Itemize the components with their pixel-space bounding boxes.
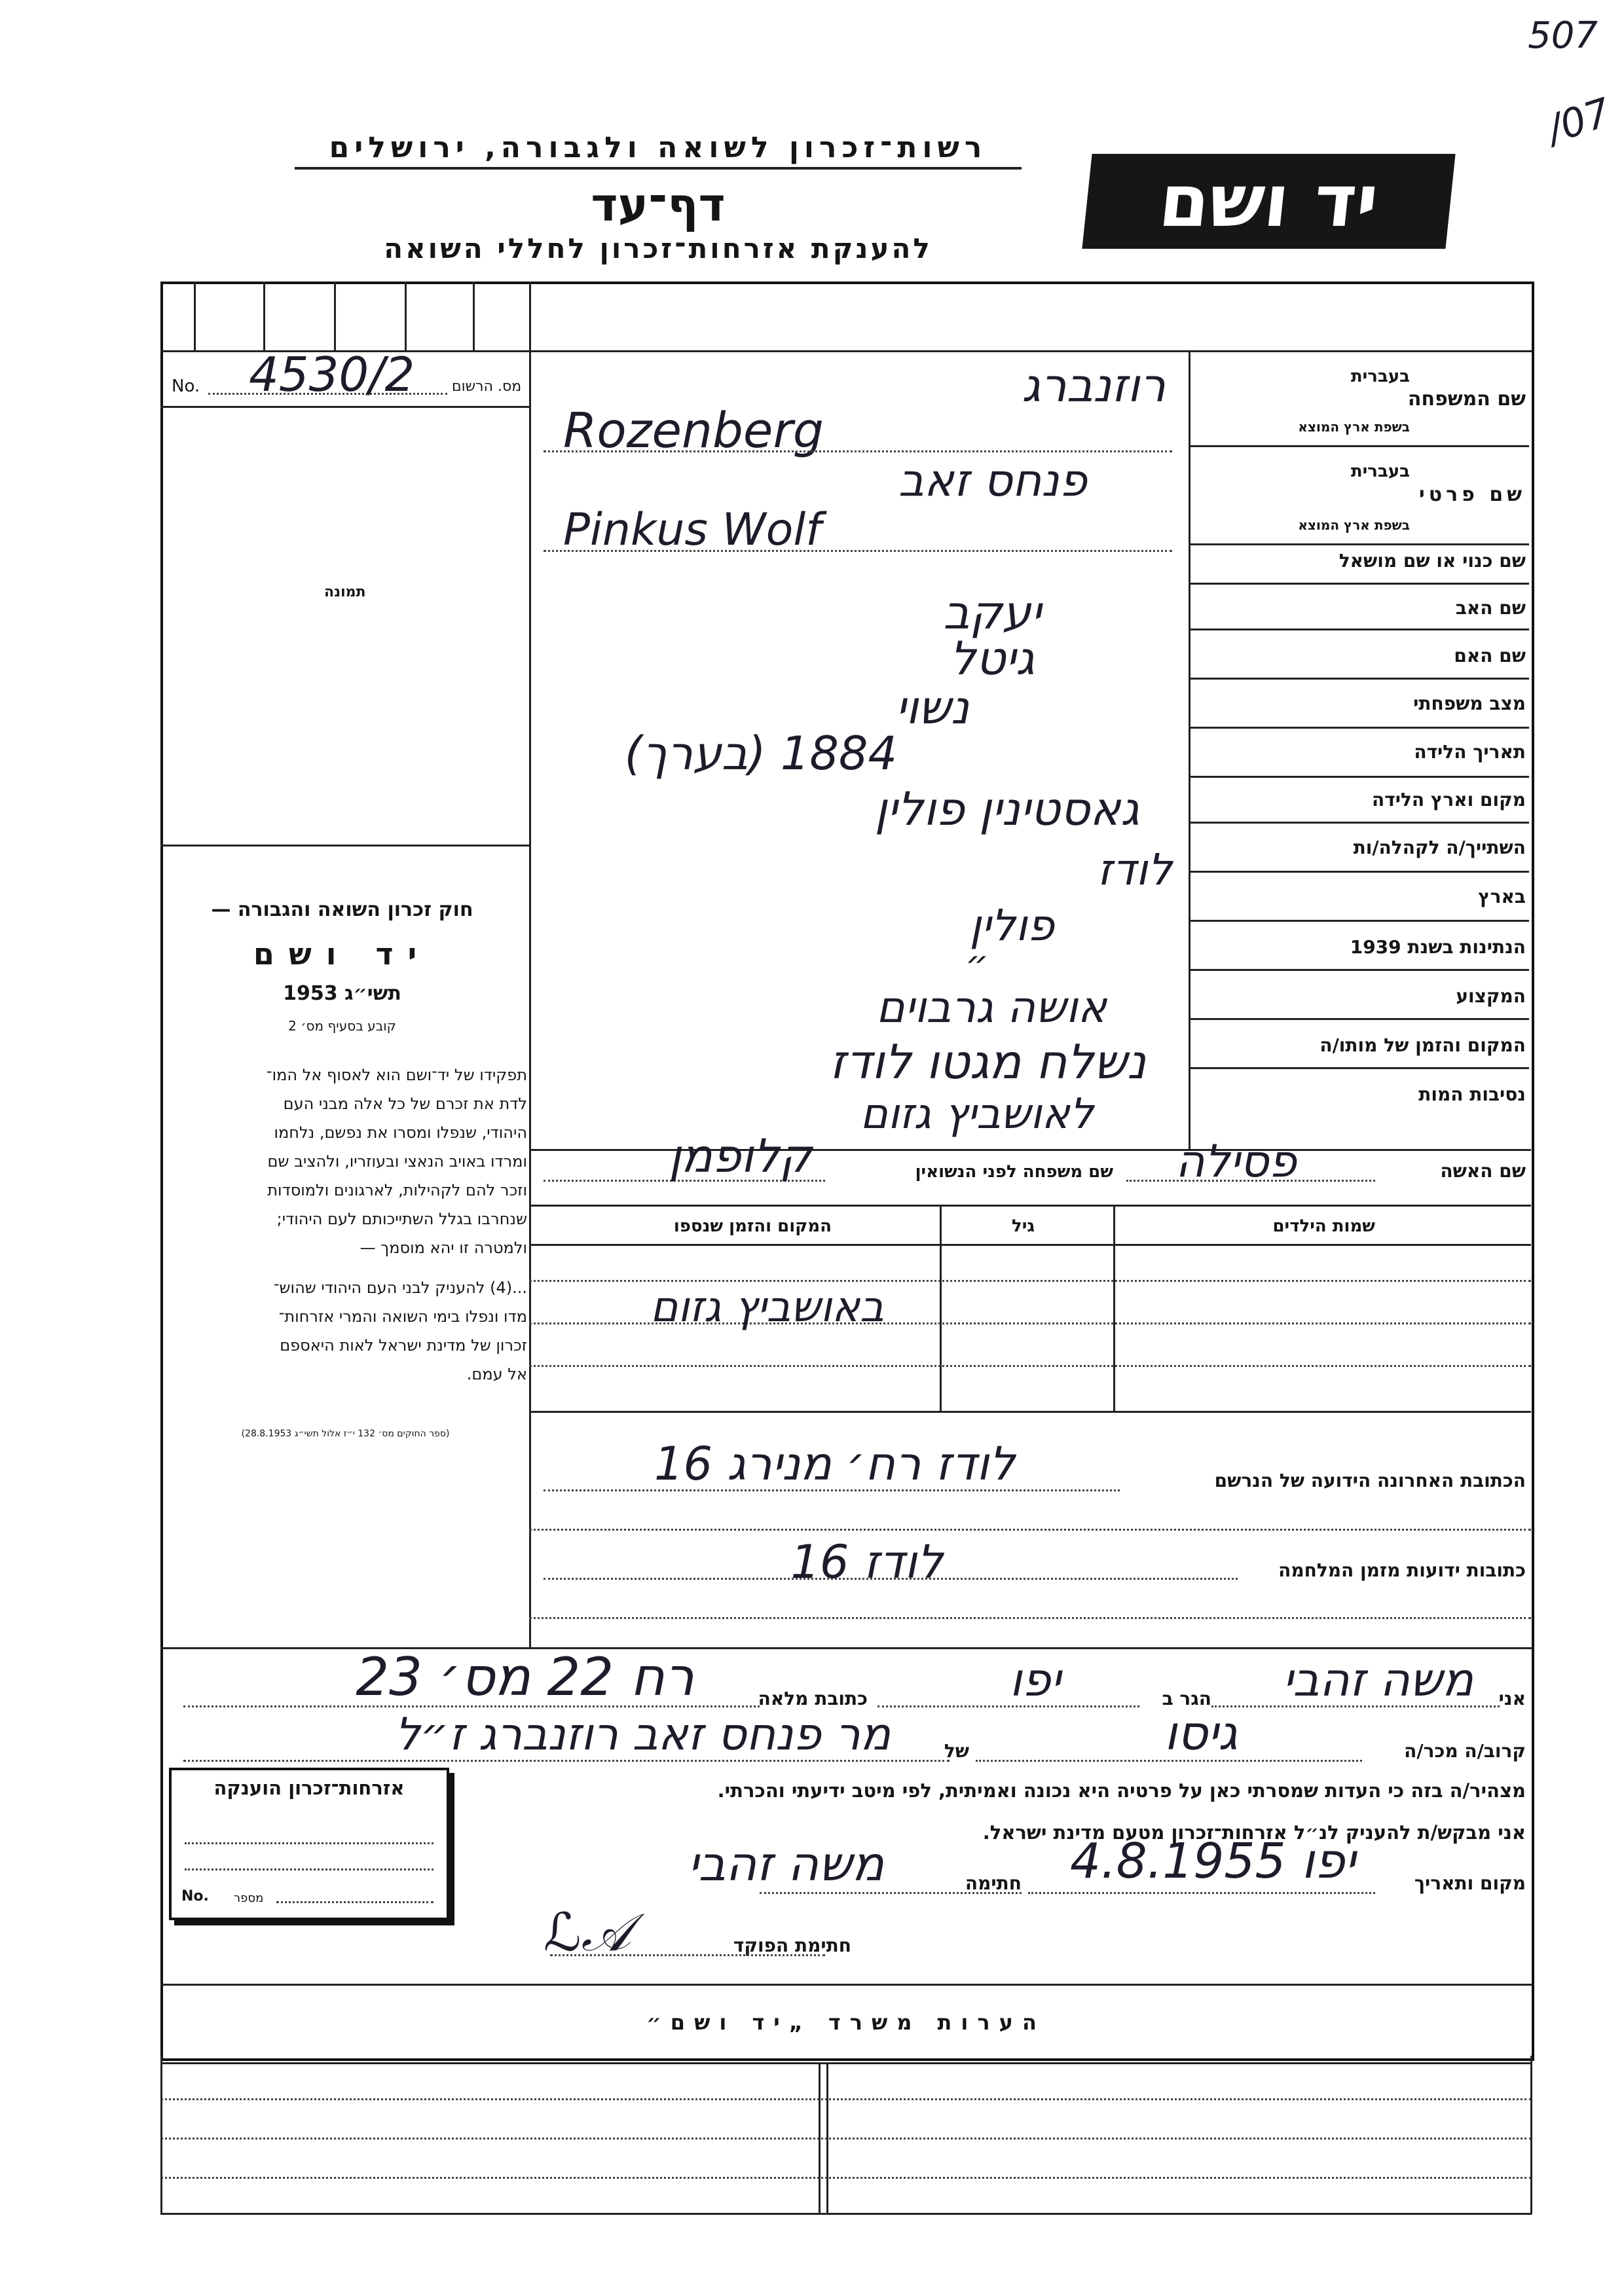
top-strip-divider bbox=[334, 282, 336, 350]
family-name-dots bbox=[544, 450, 1172, 452]
law-paragraph-1 bbox=[164, 1061, 527, 1262]
remarks-bottom-line bbox=[160, 2213, 1532, 2215]
signature-label: חתימה bbox=[965, 1872, 1022, 1894]
label-column-divider bbox=[1189, 350, 1190, 1149]
children-bottom-line bbox=[529, 1411, 1531, 1413]
father-label: שם האב bbox=[1455, 597, 1526, 619]
officer-signature: ℒ𝒜 bbox=[544, 1902, 631, 1963]
family-name-origin-label: בשפת ארץ המוצא bbox=[1298, 419, 1410, 435]
children-header-line bbox=[529, 1244, 1531, 1246]
children-names-header: שמות הילדים bbox=[1272, 1216, 1375, 1236]
relative-label: קרוב/ה מכר/ה bbox=[1404, 1740, 1526, 1762]
remarks-top-line bbox=[160, 1984, 1532, 1986]
row-line bbox=[1189, 920, 1529, 922]
country-value: פולין bbox=[969, 900, 1054, 951]
nickname-label: שם כנוי או שם מושאל bbox=[1338, 550, 1526, 572]
first-name-dots bbox=[544, 550, 1172, 552]
declarant-city-dots bbox=[877, 1705, 1139, 1707]
remarks-left-edge bbox=[160, 2056, 162, 2214]
last-address-label: הכתובת האחרונה הידועה של הנרשם bbox=[1214, 1470, 1526, 1491]
authority-title: רשות־זכרון לשואה ולגבורה, ירושלים bbox=[295, 131, 1022, 170]
law-line: זכרון של מדינת ישראל לאות היאספם bbox=[280, 1336, 527, 1355]
declarant-i-label: אני bbox=[1498, 1688, 1526, 1709]
death-cause-label: נסיבות המות bbox=[1418, 1084, 1526, 1105]
war-address-value: לודז 16 bbox=[790, 1535, 943, 1589]
law-line: ולמטרה זו יהא מוסמך — bbox=[360, 1239, 527, 1257]
profession-value: אושה גרבוים bbox=[876, 982, 1107, 1032]
declarant-address: רח 22 מס׳ 23 bbox=[356, 1647, 694, 1707]
relative-value: גיסו bbox=[1164, 1705, 1238, 1760]
children-row-line bbox=[529, 1280, 1531, 1282]
top-strip-divider bbox=[263, 282, 265, 350]
law-paragraph-2 bbox=[164, 1273, 527, 1389]
children-col-divider bbox=[1113, 1205, 1115, 1411]
children-age-header: גיל bbox=[1011, 1216, 1035, 1236]
citizenship-value: ״ bbox=[965, 943, 989, 985]
place-date-value: יפו 4.8.1955 bbox=[1070, 1833, 1356, 1889]
request-text: אני מבקש/ת להעניק לנ״ל אזרחות־זכרון מטעם מדינת ישראל. bbox=[982, 1821, 1526, 1844]
first-name-origin-label: בשפת ארץ המוצא bbox=[1298, 517, 1410, 533]
law-title: חוק זכרון השואה והגבורה — bbox=[211, 898, 473, 921]
citizenship-box-number-dots bbox=[276, 1901, 434, 1903]
citizenship-box-line bbox=[185, 1842, 434, 1844]
row-line bbox=[1189, 543, 1529, 545]
law-clause: קובע בסעיף מס׳ 2 bbox=[288, 1018, 396, 1034]
death-place-value: נשלח מגטו לודז bbox=[829, 1034, 1146, 1089]
top-strip-divider bbox=[194, 282, 196, 350]
remarks-title: הערות משרד „יד ושם״ bbox=[646, 2010, 1046, 2035]
children-row-line bbox=[529, 1365, 1531, 1367]
address-extra-line bbox=[529, 1529, 1531, 1531]
birth-place-label: מקום וארץ הלידה bbox=[1372, 789, 1526, 811]
of-value: מר פנחס זאב רוזנברג ז״ל bbox=[395, 1709, 891, 1760]
law-line: מדו ונפלו בימי השואה והמרי אזרחות־ bbox=[278, 1307, 527, 1326]
row-line bbox=[1189, 969, 1529, 971]
birth-date-label: תאריך הלידה bbox=[1414, 741, 1526, 763]
citizenship-box-no-label: No. bbox=[181, 1888, 209, 1904]
photo-label: תמונה bbox=[324, 584, 366, 600]
child-place-value: באושביץ גזום bbox=[650, 1283, 884, 1332]
wife-bottom-line bbox=[529, 1205, 1531, 1207]
wife-label: שם האשה bbox=[1440, 1160, 1526, 1182]
registration-label: מס. הרשום bbox=[452, 378, 522, 395]
marital-label: מצב משפחתי bbox=[1413, 693, 1526, 714]
first-name-hebrew-value: פנחס זאב bbox=[898, 455, 1087, 507]
law-line: תפקידו של יד־ושם הוא לאסוף אל המו־ bbox=[266, 1066, 527, 1084]
row-line bbox=[1189, 583, 1529, 585]
place-date-label: מקום ותאריך bbox=[1414, 1872, 1526, 1894]
citizenship-box-line bbox=[185, 1868, 434, 1870]
law-line: אל עמם. bbox=[466, 1365, 527, 1383]
father-value: יעקב bbox=[943, 586, 1041, 640]
community-value: לודז bbox=[1097, 845, 1172, 895]
law-line: וזכר להם לקהילות, לארגונים ולמוסדות bbox=[267, 1181, 527, 1199]
first-name-label: שם פרטי bbox=[1418, 483, 1526, 506]
law-year: תשי״ג 1953 bbox=[283, 982, 401, 1005]
death-cause-value: לאושביץ גזום bbox=[860, 1090, 1094, 1139]
country-label: בארץ bbox=[1478, 886, 1526, 907]
row-line bbox=[1189, 678, 1529, 680]
family-name-hebrew-label: בעברית bbox=[1350, 367, 1410, 386]
mother-label: שם האם bbox=[1454, 645, 1526, 666]
first-name-hebrew-label: בעברית bbox=[1350, 462, 1410, 481]
declaration-text: מצהיר/ה בזה כי העדות שמסרתי כאן על פרטיה היא נכונה ואמיתית, לפי מיטב ידיעתי והכרתי. bbox=[717, 1779, 1526, 1802]
citizenship-label: הנתינות בשנת 1939 bbox=[1350, 936, 1526, 958]
row-line bbox=[1189, 822, 1529, 824]
war-address-label: כתובות ידועות מזמן המלחמה bbox=[1278, 1559, 1526, 1581]
wife-maiden-value: קלופמן bbox=[669, 1129, 812, 1183]
top-strip-divider bbox=[405, 282, 407, 350]
community-label: השתייך/ה לקהלה/ות bbox=[1353, 837, 1526, 858]
row-line bbox=[1189, 776, 1529, 778]
signature-dots bbox=[760, 1892, 1022, 1894]
of-label: של bbox=[944, 1740, 969, 1762]
row-line bbox=[1189, 629, 1529, 630]
mother-value: גיטל bbox=[950, 632, 1035, 685]
row-line bbox=[1189, 1067, 1529, 1069]
declarant-signature: משה זהבי bbox=[688, 1836, 884, 1891]
photo-top-line bbox=[160, 406, 530, 408]
birth-place-value: גאסטינין פולין bbox=[874, 782, 1139, 836]
remarks-line bbox=[160, 2098, 1532, 2100]
page-subtitle: להענקת אזרחות־זכרון לחללי השואה bbox=[384, 232, 932, 264]
registration-no-label: No. bbox=[172, 376, 200, 396]
corner-mark: /07 bbox=[1541, 89, 1617, 153]
row-line bbox=[1189, 1018, 1529, 1020]
remarks-right-edge bbox=[1530, 2056, 1532, 2214]
logo-text: יד ושם bbox=[1155, 159, 1382, 243]
last-address-value: לודז רח׳ מנירג 16 bbox=[654, 1437, 1015, 1491]
law-reference: (ספר החוקים מס׳ 132 י״ז אלול תשי״ג 28.8.1953) bbox=[241, 1429, 450, 1439]
law-line: שנחרבו בגלל השתייכותם לעם היהודי; bbox=[276, 1210, 527, 1228]
officer-dots bbox=[550, 1954, 825, 1956]
marital-value: נשוי bbox=[895, 681, 969, 735]
children-place-header: המקום והזמן שנספו bbox=[673, 1216, 832, 1236]
law-line: ומרדו באויב הנאצי ובעוזריו, ולהציב שם bbox=[267, 1152, 527, 1171]
remarks-line bbox=[160, 2177, 1532, 2179]
photo-bottom-line bbox=[160, 845, 530, 847]
row-line bbox=[1189, 445, 1529, 447]
registration-number: 4530/2 bbox=[249, 347, 415, 402]
officer-signature-label: חתימת הפוקד bbox=[733, 1935, 851, 1956]
profession-label: המקצוע bbox=[1456, 985, 1526, 1007]
law-name: יד ושם bbox=[253, 936, 432, 972]
remarks-header-line bbox=[160, 2062, 1532, 2064]
children-col-divider bbox=[940, 1205, 942, 1411]
birth-date-value: 1884 (בערך) bbox=[624, 727, 897, 780]
declarant-address-label: כתובת מלאה bbox=[758, 1688, 868, 1709]
left-column-divider bbox=[529, 282, 531, 1647]
declarant-city: יפו bbox=[1009, 1653, 1061, 1707]
top-strip-divider bbox=[473, 282, 475, 350]
family-name-hebrew-value: רוזנברג bbox=[1022, 359, 1166, 412]
citizenship-box bbox=[169, 1768, 449, 1920]
citizenship-box-number-label: מספר bbox=[234, 1891, 264, 1905]
family-name-origin-value: Rozenberg bbox=[563, 403, 824, 459]
family-name-label: שם המשפחה bbox=[1407, 388, 1526, 410]
declarant-name: משה זהבי bbox=[1282, 1653, 1473, 1707]
row-line bbox=[1189, 727, 1529, 729]
declarant-resides-label: הגר ב bbox=[1162, 1688, 1211, 1709]
row-line bbox=[1189, 871, 1529, 873]
law-line: ...(4) להעניק לבני העם היהודי שהוש־ bbox=[273, 1279, 527, 1297]
page-number: 507 bbox=[1528, 14, 1598, 57]
law-line: היהודי, שנפלו ומסרו את נפשם, נלחמו bbox=[274, 1123, 527, 1142]
address-extra-line bbox=[529, 1617, 1531, 1619]
wife-maiden-label: שם משפחה לפני הנשואין bbox=[915, 1162, 1113, 1182]
death-place-label: המקום והזמן של מותו/ה bbox=[1320, 1034, 1526, 1056]
law-line: לדת את זכרם של כל אלה מבני העם bbox=[283, 1095, 527, 1113]
page-title: דף־עד bbox=[591, 178, 726, 232]
citizenship-box-title: אזרחות־זכרון הוענקה bbox=[213, 1777, 405, 1799]
remarks-line bbox=[160, 2138, 1532, 2140]
yad-vashem-logo bbox=[1082, 154, 1455, 249]
place-date-dots bbox=[1028, 1892, 1375, 1894]
wife-value: פסילה bbox=[1175, 1136, 1297, 1188]
first-name-origin-value: Pinkus Wolf bbox=[563, 504, 822, 556]
